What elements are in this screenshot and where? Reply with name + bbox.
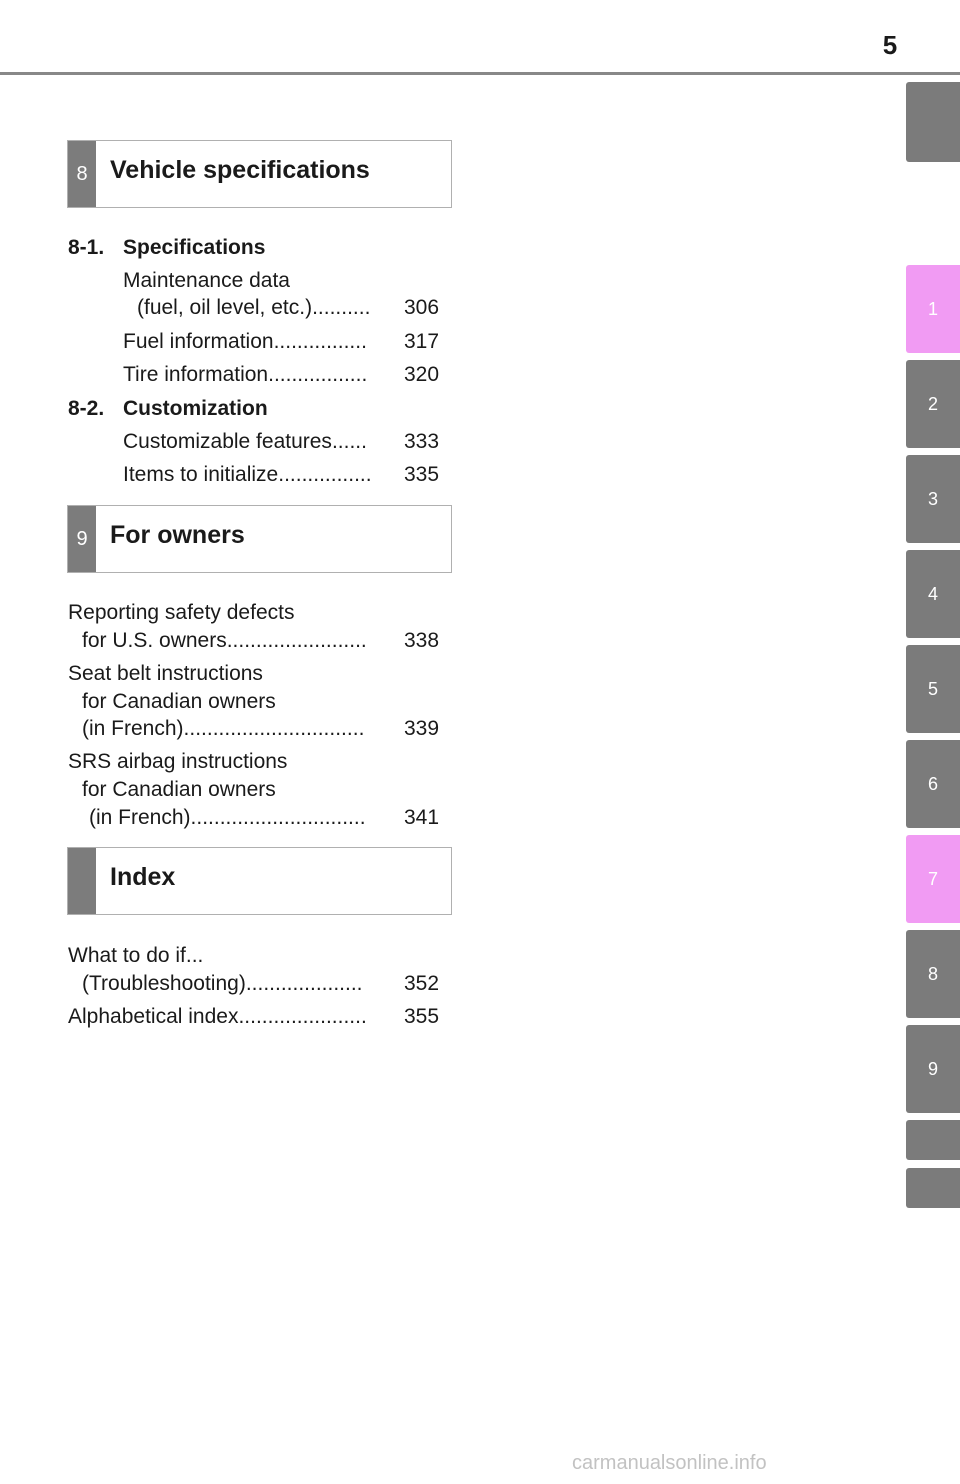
toc-page-number: 355 xyxy=(398,1005,439,1028)
toc-leader-dots: ................ xyxy=(273,330,367,353)
toc-page-number: 335 xyxy=(398,463,439,486)
toc-entry[interactable] xyxy=(123,361,439,389)
side-tab-9[interactable]: 9 xyxy=(906,1025,960,1113)
toc-entry[interactable] xyxy=(82,970,439,998)
toc-entry-label: Fuel information xyxy=(123,330,274,353)
toc-entry[interactable] xyxy=(123,461,439,489)
toc-page-number: 333 xyxy=(398,430,439,453)
toc-entry[interactable] xyxy=(82,715,439,743)
toc-entry-label: Seat belt instructions xyxy=(68,662,263,685)
side-tab-8[interactable]: 8 xyxy=(906,930,960,1018)
toc-entry[interactable] xyxy=(89,804,439,832)
toc-entry-label: Alphabetical index xyxy=(68,1005,239,1028)
section-tab-number: 9 xyxy=(68,506,96,572)
toc-entry[interactable] xyxy=(68,1003,439,1031)
toc-entry-label: SRS airbag instructions xyxy=(68,750,288,773)
toc-page-number: 352 xyxy=(398,972,439,995)
toc-entry-label: (in French) xyxy=(89,806,191,829)
toc-leader-dots: .................... xyxy=(245,972,363,995)
toc-page-number: 341 xyxy=(398,806,439,829)
subsection-title: Specifications xyxy=(123,236,266,259)
side-tab-2[interactable]: 2 xyxy=(906,360,960,448)
toc-page-number: 339 xyxy=(398,717,439,740)
side-tab-3[interactable]: 3 xyxy=(906,455,960,543)
toc-leader-dots: ...... xyxy=(331,430,367,453)
toc-leader-dots: ...................... xyxy=(238,1005,367,1028)
section-tab-number xyxy=(68,848,96,914)
header-rule xyxy=(0,72,960,75)
toc-entry-label: for U.S. owners xyxy=(82,629,227,652)
side-tab-1[interactable]: 1 xyxy=(906,265,960,353)
toc-entry[interactable] xyxy=(82,627,439,655)
toc-leader-dots: .......... xyxy=(312,296,371,319)
toc-entry-label: What to do if... xyxy=(68,944,204,967)
side-tab-blank[interactable] xyxy=(906,1120,960,1160)
side-tab-blank[interactable] xyxy=(906,1168,960,1208)
toc-entry[interactable] xyxy=(137,294,439,322)
toc-page-number: 338 xyxy=(398,629,439,652)
toc-entry-label: (fuel, oil level, etc.) xyxy=(137,296,313,319)
watermark: carmanualsonline.info xyxy=(572,1452,767,1474)
toc-leader-dots: ............................... xyxy=(183,717,365,740)
toc-leader-dots: ................ xyxy=(278,463,372,486)
subsection-number: 8-2. xyxy=(68,397,105,420)
toc-leader-dots: .............................. xyxy=(190,806,366,829)
toc-entry-label: (in French) xyxy=(82,717,184,740)
section-header-vehicle-specifications xyxy=(67,140,452,208)
side-tab-6[interactable]: 6 xyxy=(906,740,960,828)
section-title: Vehicle specifications xyxy=(110,155,370,184)
section-title: For owners xyxy=(110,520,245,549)
toc-entry-label: Customizable features xyxy=(123,430,332,453)
toc-entry-label: Maintenance data xyxy=(123,269,290,292)
toc-page-number: 306 xyxy=(398,296,439,319)
section-header-index xyxy=(67,847,452,915)
toc-page-number: 320 xyxy=(398,363,439,386)
side-tab-7[interactable]: 7 xyxy=(906,835,960,923)
subsection-number: 8-1. xyxy=(68,236,105,259)
side-tab-4[interactable]: 4 xyxy=(906,550,960,638)
side-tab-5[interactable]: 5 xyxy=(906,645,960,733)
section-header-for-owners xyxy=(67,505,452,573)
toc-entry[interactable] xyxy=(123,328,439,356)
side-tab-blank[interactable] xyxy=(906,82,960,162)
toc-entry-label: Reporting safety defects xyxy=(68,601,295,624)
toc-entry-label: Items to initialize xyxy=(123,463,279,486)
toc-entry-label: Tire information xyxy=(123,363,269,386)
toc-entry-label: for Canadian owners xyxy=(82,690,276,713)
toc-leader-dots: ................. xyxy=(268,363,368,386)
toc-entry-label: (Troubleshooting) xyxy=(82,972,246,995)
section-tab-number: 8 xyxy=(68,141,96,207)
page-number: 5 xyxy=(882,30,898,60)
toc-entry[interactable] xyxy=(123,428,439,456)
toc-entry-label: for Canadian owners xyxy=(82,778,276,801)
subsection-title: Customization xyxy=(123,397,268,420)
section-title: Index xyxy=(110,862,176,891)
toc-leader-dots: ........................ xyxy=(226,629,367,652)
toc-page-number: 317 xyxy=(398,330,439,353)
